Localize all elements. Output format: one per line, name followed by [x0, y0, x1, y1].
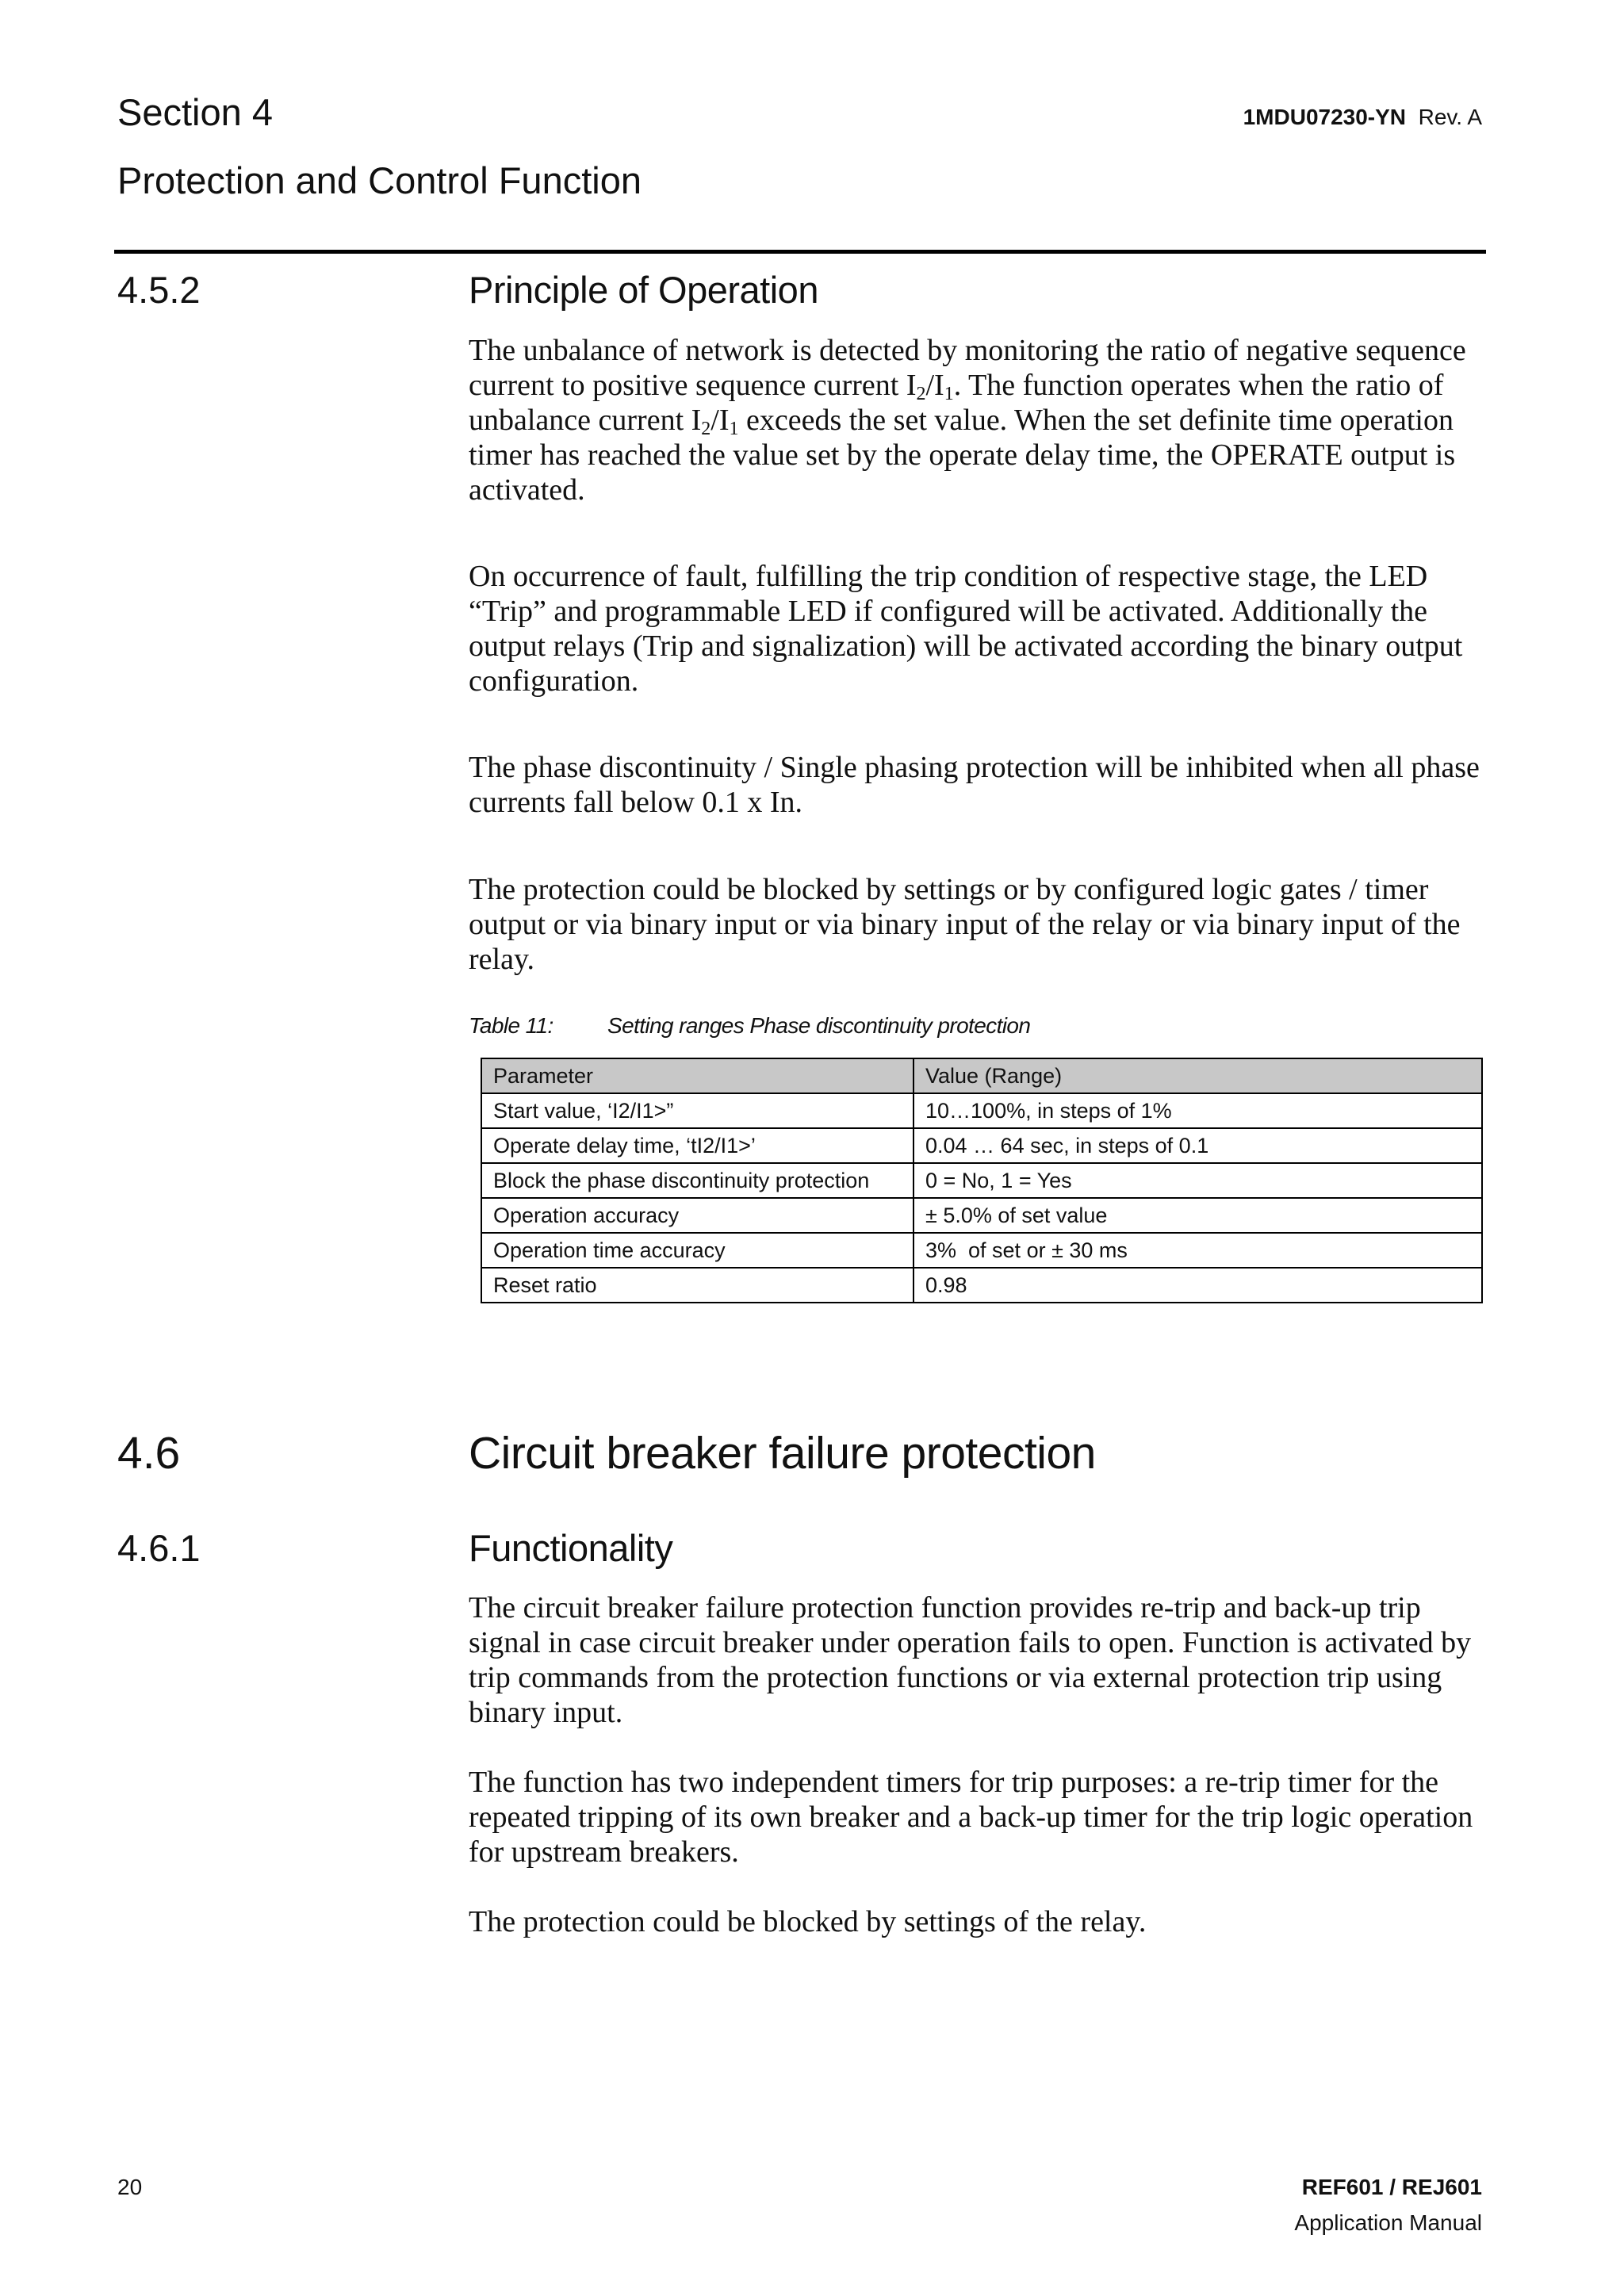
table-caption: [469, 1012, 1030, 1040]
footer-page-number: 20: [117, 2175, 143, 2199]
table-cell-parameter: Operation time accuracy: [481, 1233, 914, 1268]
paragraph-cbf-blocking: The protection could be blocked by settings of the relay.: [469, 1905, 1147, 1938]
paragraph-blocking: The protection could be blocked by settings or by configured logic gates / timer output or via binary input or via binary input of the relay or via binary input of the relay.: [469, 873, 1461, 976]
table-cell-parameter: Operation accuracy: [481, 1198, 914, 1233]
header-subtitle: Protection and Control Function: [117, 159, 642, 201]
table-cell-value: ± 5.0% of set value: [914, 1198, 1482, 1233]
section-title-functionality: Functionality: [469, 1527, 673, 1569]
table-header-value: Value (Range): [914, 1058, 1482, 1093]
section-number-4-6: 4.6: [117, 1428, 181, 1479]
table-row: [481, 1198, 1482, 1233]
table-caption-number: Table 11:: [469, 1013, 553, 1038]
table-cell-parameter: Reset ratio: [481, 1268, 914, 1303]
section-title-circuit-breaker-failure: Circuit breaker failure protection: [469, 1428, 1096, 1479]
doc-revision: Rev. A: [1418, 105, 1482, 129]
table-row: [481, 1233, 1482, 1268]
table-cell-parameter: Block the phase discontinuity protection: [481, 1163, 914, 1198]
footer-product: REF601 / REJ601: [1301, 2175, 1482, 2199]
table-row: [481, 1163, 1482, 1198]
table-header-row: [481, 1058, 1482, 1093]
section-number-4-5-2: 4.5.2: [117, 269, 201, 311]
table-row: [481, 1128, 1482, 1163]
table-row: [481, 1093, 1482, 1128]
footer-manual: Application Manual: [1294, 2210, 1482, 2235]
paragraph-inhibition: The phase discontinuity / Single phasing protection will be inhibited when all phase currents fall below 0.1 x In.: [469, 751, 1480, 819]
doc-id: 1MDU07230-YN: [1243, 105, 1407, 129]
paragraph-fault-occurrence: On occurrence of fault, fulfilling the trip condition of respective stage, the LED “Trip” and programmable LED if configured will be activated. Additionally the output relays (Trip and signalization) will be activated according the binary output configuration.: [469, 560, 1463, 698]
table-cell-parameter: Operate delay time, ‘tI2/I1>’: [481, 1128, 914, 1163]
table-cell-value: 0.04 … 64 sec, in steps of 0.1: [914, 1128, 1482, 1163]
settings-table: [481, 1058, 1483, 1303]
paragraph-timers: The function has two independent timers for trip purposes: a re-trip timer for the repeated tripping of its own breaker and a back-up timer for the trip logic operation for upstream breakers.: [469, 1766, 1473, 1869]
table-cell-value: 0 = No, 1 = Yes: [914, 1163, 1482, 1198]
table-cell-value: 0.98: [914, 1268, 1482, 1303]
paragraph-unbalance-detection: The unbalance of network is detected by monitoring the ratio of negative sequence current to positive sequence current $I_2/I_1$. The function operates when the ratio of unbalance current $I_2/I_1$ exceeds the set value. When the set definite time operation timer has reached the value set by the operate delay time, the OPERATE output is activated.: [469, 334, 1466, 507]
table-header-parameter: Parameter: [481, 1058, 914, 1093]
table-cell-parameter: Start value, ‘I2/I1>”: [481, 1093, 914, 1128]
section-title-principle-of-operation: Principle of Operation: [469, 269, 818, 311]
table-cell-value: 10…100%, in steps of 1%: [914, 1093, 1482, 1128]
table-caption-text: Setting ranges Phase discontinuity protection: [607, 1013, 1031, 1038]
header-section: Section 4: [117, 91, 273, 133]
table-row: [481, 1268, 1482, 1303]
header-doc-id: [1243, 103, 1482, 132]
paragraph-cbf-function: The circuit breaker failure protection function provides re-trip and back-up trip signal in case circuit breaker under operation fails to open. Function is activated by trip commands from the protection functions or via external protection trip using binary input.: [469, 1591, 1472, 1729]
header-rule: [114, 250, 1486, 254]
table-cell-value: 3% of set or ± 30 ms: [914, 1233, 1482, 1268]
section-number-4-6-1: 4.6.1: [117, 1527, 201, 1569]
